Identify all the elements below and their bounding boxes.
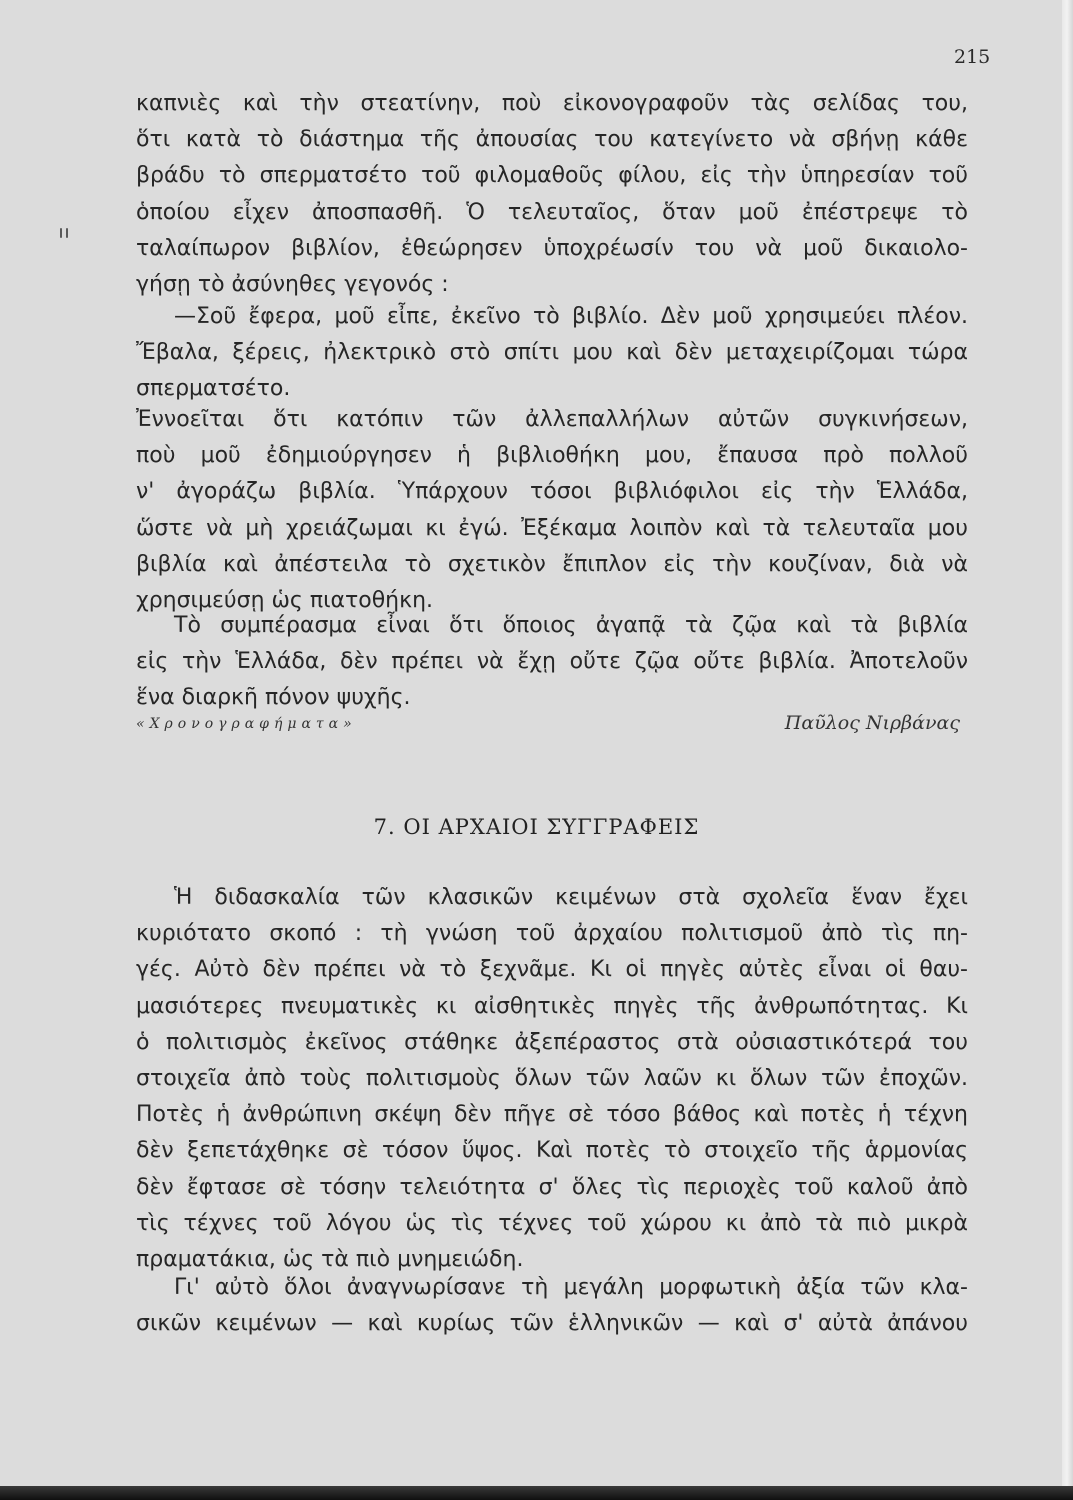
text-line: Ἐννοεῖται ὅτι κατόπιν τῶν ἀλλεπαλλήλων αὐτῶν συγκινήσεων, (136, 407, 968, 432)
paragraph-1 (136, 86, 968, 303)
text-line: Γι' αὐτὸ ὅλοι ἀναγνωρίσανε τὴ μεγάλη μορφωτικὴ ἀξία τῶν κλα- (174, 1275, 968, 1300)
scan-border (0, 1486, 1073, 1500)
text-line: σικῶν κειμένων — καὶ κυρίως τῶν ἑλληνικῶν — καὶ σ' αὐτὰ ἀπάνου (136, 1311, 968, 1337)
text-line: τὶς τέχνες τοῦ λόγου ὡς τὶς τέχνες τοῦ χώρου κι ἀπὸ τὰ πιὸ μικρὰ (136, 1210, 968, 1236)
text-line: ν' ἀγοράζω βιβλία. Ὑπάρχουν τόσοι βιβλιόφιλοι εἰς τὴν Ἑλλάδα, (136, 479, 968, 505)
text-line: πραματάκια, ὡς τὰ πιὸ μνημειώδη. (136, 1247, 524, 1273)
author-name: Παῦλος Νιρβάνας (784, 712, 960, 734)
text-line: στοιχεῖα ἀπὸ τοὺς πολιτισμοὺς ὅλων τῶν λαῶν κι ὅλων τῶν ἐποχῶν. (136, 1066, 968, 1092)
text-line: χρησιμεύσῃ ὡς πιατοθήκη. (136, 588, 434, 614)
paragraph-2 (136, 299, 968, 408)
text-line: δὲν ξεπετάχθηκε σὲ τόσον ὕψος. Καὶ ποτὲς τὸ στοιχεῖο τῆς ἁρμονίας (136, 1138, 968, 1164)
text-line: ταλαίπωρον βιβλίον, ἐθεώρησεν ὑποχρέωσίν του νὰ μοῦ δικαιολο- (136, 235, 968, 261)
text-line: δὲν ἔφτασε σὲ τόσην τελειότητα σ' ὅλες τὶς περιοχὲς τοῦ καλοῦ ἀπὸ (136, 1174, 968, 1200)
text-line: γήσῃ τὸ ἀσύνηθες γεγονός : (136, 272, 449, 298)
text-line: ποὺ μοῦ ἐδημιούργησεν ἡ βιβλιοθήκη μου, ἔπαυσα πρὸ πολλοῦ (136, 443, 968, 469)
text-line: Ἡ διδασκαλία τῶν κλασικῶν κειμένων στὰ σχολεῖα ἕναν ἔχει (174, 885, 968, 910)
text-line: ὥστε νὰ μὴ χρειάζωμαι κι ἐγώ. Ἐξέκαμα λοιπὸν καὶ τὰ τελευταῖα μου (136, 515, 968, 541)
text-line: Ποτὲς ἡ ἀνθρώπινη σκέψη δὲν πῆγε σὲ τόσο βάθος καὶ ποτὲς ἡ τέχνη (136, 1102, 968, 1128)
text-line: εἰς τὴν Ἑλλάδα, δὲν πρέπει νὰ ἔχῃ οὔτε ζῷα οὔτε βιβλία. Ἀποτελοῦν (136, 649, 968, 675)
paragraph-4 (136, 608, 968, 717)
text-line: σπερματσέτο. (136, 376, 291, 402)
paragraph-5 (136, 880, 968, 1278)
text-line: κυριότατο σκοπό : τὴ γνώση τοῦ ἀρχαίου πολιτισμοῦ ἀπὸ τὶς πη- (136, 921, 968, 947)
text-line: ὁ πολιτισμὸς ἐκεῖνος στάθηκε ἀξεπέραστος στὰ οὐσιαστικότερά του (136, 1029, 968, 1055)
text-line: καπνιὲς καὶ τὴν στεατίνην, ποὺ εἰκονογραφοῦν τὰς σελίδας του, (136, 91, 968, 116)
paragraph-6 (136, 1270, 968, 1342)
text-line: βιβλία καὶ ἀπέστειλα τὸ σχετικὸν ἔπιπλον εἰς τὴν κουζίναν, διὰ νὰ (136, 551, 968, 577)
text-line: γές. Αὐτὸ δὲν πρέπει νὰ τὸ ξεχνᾶμε. Κι οἱ πηγὲς αὐτὲς εἶναι οἱ θαυ- (136, 957, 968, 983)
scan-mark (60, 228, 62, 238)
paragraph-3 (136, 402, 968, 619)
scan-mark (66, 228, 68, 238)
text-line: μασιότερες πνευματικὲς κι αἰσθητικὲς πηγὲς τῆς ἀνθρωπότητας. Κι (136, 993, 968, 1019)
source-title: «Χρονογραφήματα» (136, 716, 357, 732)
text-line: ὁποίου εἶχεν ἀποσπασθῆ. Ὁ τελευταῖος, ὅταν μοῦ ἐπέστρεψε τὸ (136, 199, 968, 225)
page-edge (1062, 0, 1073, 1500)
text-line: Τὸ συμπέρασμα εἶναι ὅτι ὅποιος ἀγαπᾷ τὰ ζῷα καὶ τὰ βιβλία (174, 613, 968, 638)
text-line: —Σοῦ ἔφερα, μοῦ εἶπε, ἐκεῖνο τὸ βιβλίο. Δὲν μοῦ χρησιμεύει πλέον. (174, 304, 968, 329)
text-line: Ἔβαλα, ξέρεις, ἠλεκτρικὸ στὸ σπίτι μου καὶ δὲν μεταχειρίζομαι τώρα (136, 340, 968, 366)
text-line: ἕνα διαρκῆ πόνον ψυχῆς. (136, 685, 411, 711)
attribution (136, 712, 968, 742)
text-line: βράδυ τὸ σπερματσέτο τοῦ φιλομαθοῦς φίλου, εἰς τὴν ὑπηρεσίαν τοῦ (136, 163, 968, 189)
section-heading: 7. ΟΙ ΑΡΧΑΙΟΙ ΣΥΓΓΡΑΦΕΙΣ (373, 815, 700, 839)
text-line: ὅτι κατὰ τὸ διάστημα τῆς ἀπουσίας του κατεγίνετο νὰ σβήνῃ κάθε (136, 127, 968, 153)
page-number: 215 (954, 46, 991, 68)
